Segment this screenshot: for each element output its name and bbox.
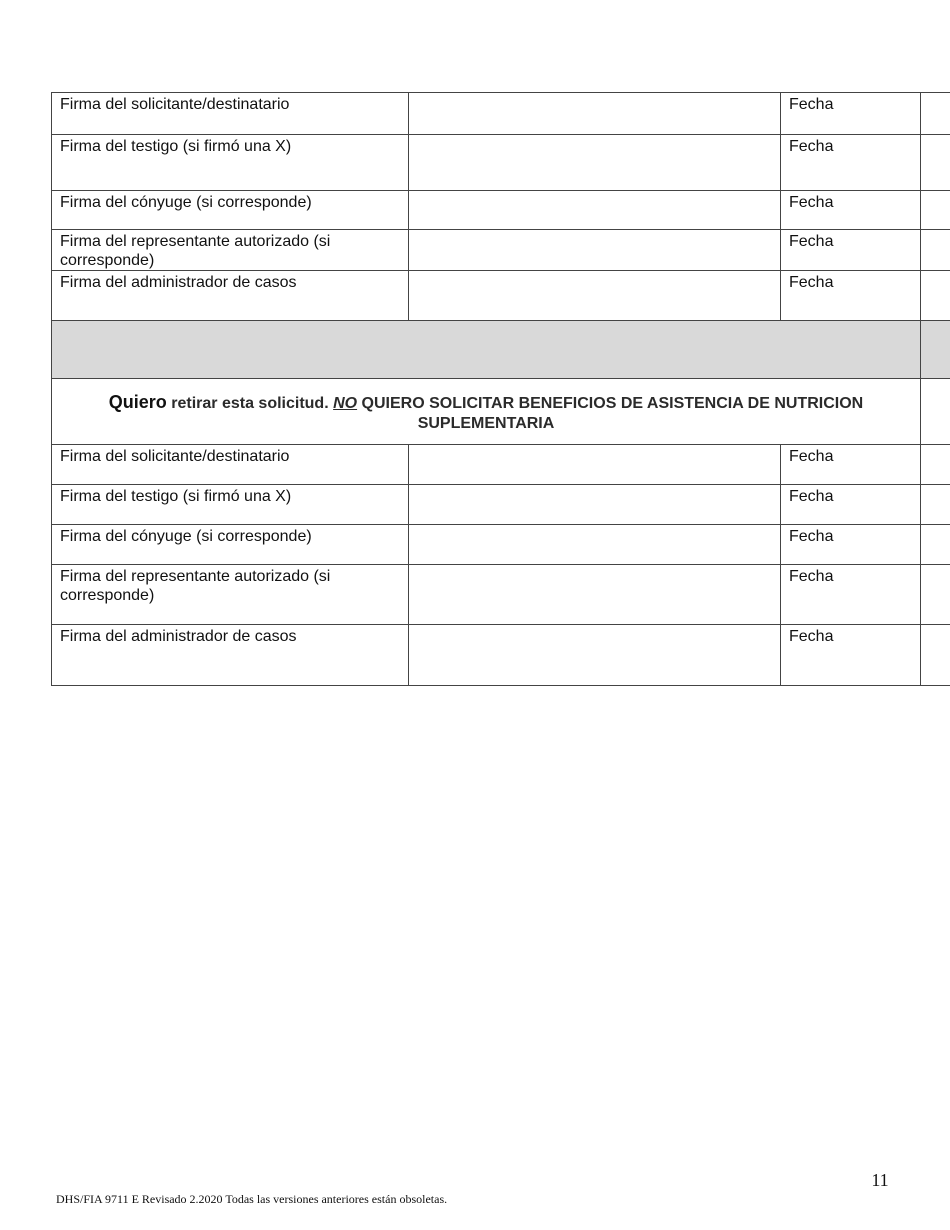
withdraw-spouse-signature-field[interactable]: [409, 525, 781, 565]
withdraw-signature-row-case-manager: [52, 625, 950, 686]
form-footer: DHS/FIA 9711 E Revisado 2.2020 Todas las versiones anteriores están obsoletas.: [56, 1192, 448, 1206]
signature-label: Firma del solicitante/destinatario: [52, 445, 409, 485]
signature-label: Firma del testigo (si firmó una X): [52, 485, 409, 525]
spouse-date-field[interactable]: [921, 191, 950, 230]
case-manager-signature-field[interactable]: [409, 271, 781, 321]
withdraw-signature-row-spouse: [52, 525, 950, 565]
withdraw-heading-emphasis: NO: [333, 395, 358, 412]
withdraw-witness-date-field[interactable]: [921, 485, 950, 525]
signature-row-applicant: [52, 93, 950, 135]
date-label: Fecha: [781, 191, 921, 230]
signature-row-witness: [52, 135, 950, 191]
date-label: Fecha: [781, 565, 921, 625]
withdraw-heading-text-2: QUIERO SOLICITAR BENEFICIOS DE ASISTENCIA DE NUTRICION SUPLEMENTARIA: [357, 395, 864, 432]
withdraw-signature-row-witness: [52, 485, 950, 525]
withdraw-signature-row-representative: [52, 565, 950, 625]
withdraw-representative-signature-field[interactable]: [409, 565, 781, 625]
withdraw-witness-signature-field[interactable]: [409, 485, 781, 525]
witness-date-field[interactable]: [921, 135, 950, 191]
signature-label: Firma del testigo (si firmó una X): [52, 135, 409, 191]
gray-separator: [52, 321, 921, 379]
signature-label: Firma del cónyuge (si corresponde): [52, 191, 409, 230]
date-label: Fecha: [781, 525, 921, 565]
applicant-date-field[interactable]: [921, 93, 950, 135]
signature-label: Firma del cónyuge (si corresponde): [52, 525, 409, 565]
date-label: Fecha: [781, 93, 921, 135]
withdraw-applicant-signature-field[interactable]: [409, 445, 781, 485]
withdraw-signature-row-applicant: [52, 445, 950, 485]
withdraw-heading-text-1: retirar esta solicitud.: [166, 395, 334, 412]
withdraw-representative-date-field[interactable]: [921, 565, 950, 625]
withdraw-heading-row: [52, 379, 950, 445]
withdraw-heading-edge: [921, 379, 950, 445]
signature-row-representative: [52, 230, 950, 271]
withdraw-heading-lead: Quiero: [108, 392, 167, 412]
page-number: 11: [871, 1170, 889, 1190]
withdraw-case-manager-signature-field[interactable]: [409, 625, 781, 686]
signature-label: Firma del administrador de casos: [52, 625, 409, 686]
witness-signature-field[interactable]: [409, 135, 781, 191]
gray-separator-row: [52, 321, 950, 379]
applicant-signature-field[interactable]: [409, 93, 781, 135]
withdraw-case-manager-date-field[interactable]: [921, 625, 950, 686]
withdraw-spouse-date-field[interactable]: [921, 525, 950, 565]
spouse-signature-field[interactable]: [409, 191, 781, 230]
date-label: Fecha: [781, 445, 921, 485]
date-label: Fecha: [781, 625, 921, 686]
signature-row-case-manager: [52, 271, 950, 321]
gray-separator-edge: [921, 321, 950, 379]
case-manager-date-field[interactable]: [921, 271, 950, 321]
date-label: Fecha: [781, 135, 921, 191]
date-label: Fecha: [781, 485, 921, 525]
signature-label: Firma del solicitante/destinatario: [52, 93, 409, 135]
signature-label: Firma del representante autorizado (si corresponde): [52, 230, 409, 271]
withdraw-applicant-date-field[interactable]: [921, 445, 950, 485]
signature-table: [51, 92, 950, 686]
representative-signature-field[interactable]: [409, 230, 781, 271]
signature-label: Firma del administrador de casos: [52, 271, 409, 321]
date-label: Fecha: [781, 230, 921, 271]
withdraw-heading: [52, 379, 921, 445]
representative-date-field[interactable]: [921, 230, 950, 271]
signature-label: Firma del representante autorizado (si corresponde): [52, 565, 409, 625]
date-label: Fecha: [781, 271, 921, 321]
signature-row-spouse: [52, 191, 950, 230]
